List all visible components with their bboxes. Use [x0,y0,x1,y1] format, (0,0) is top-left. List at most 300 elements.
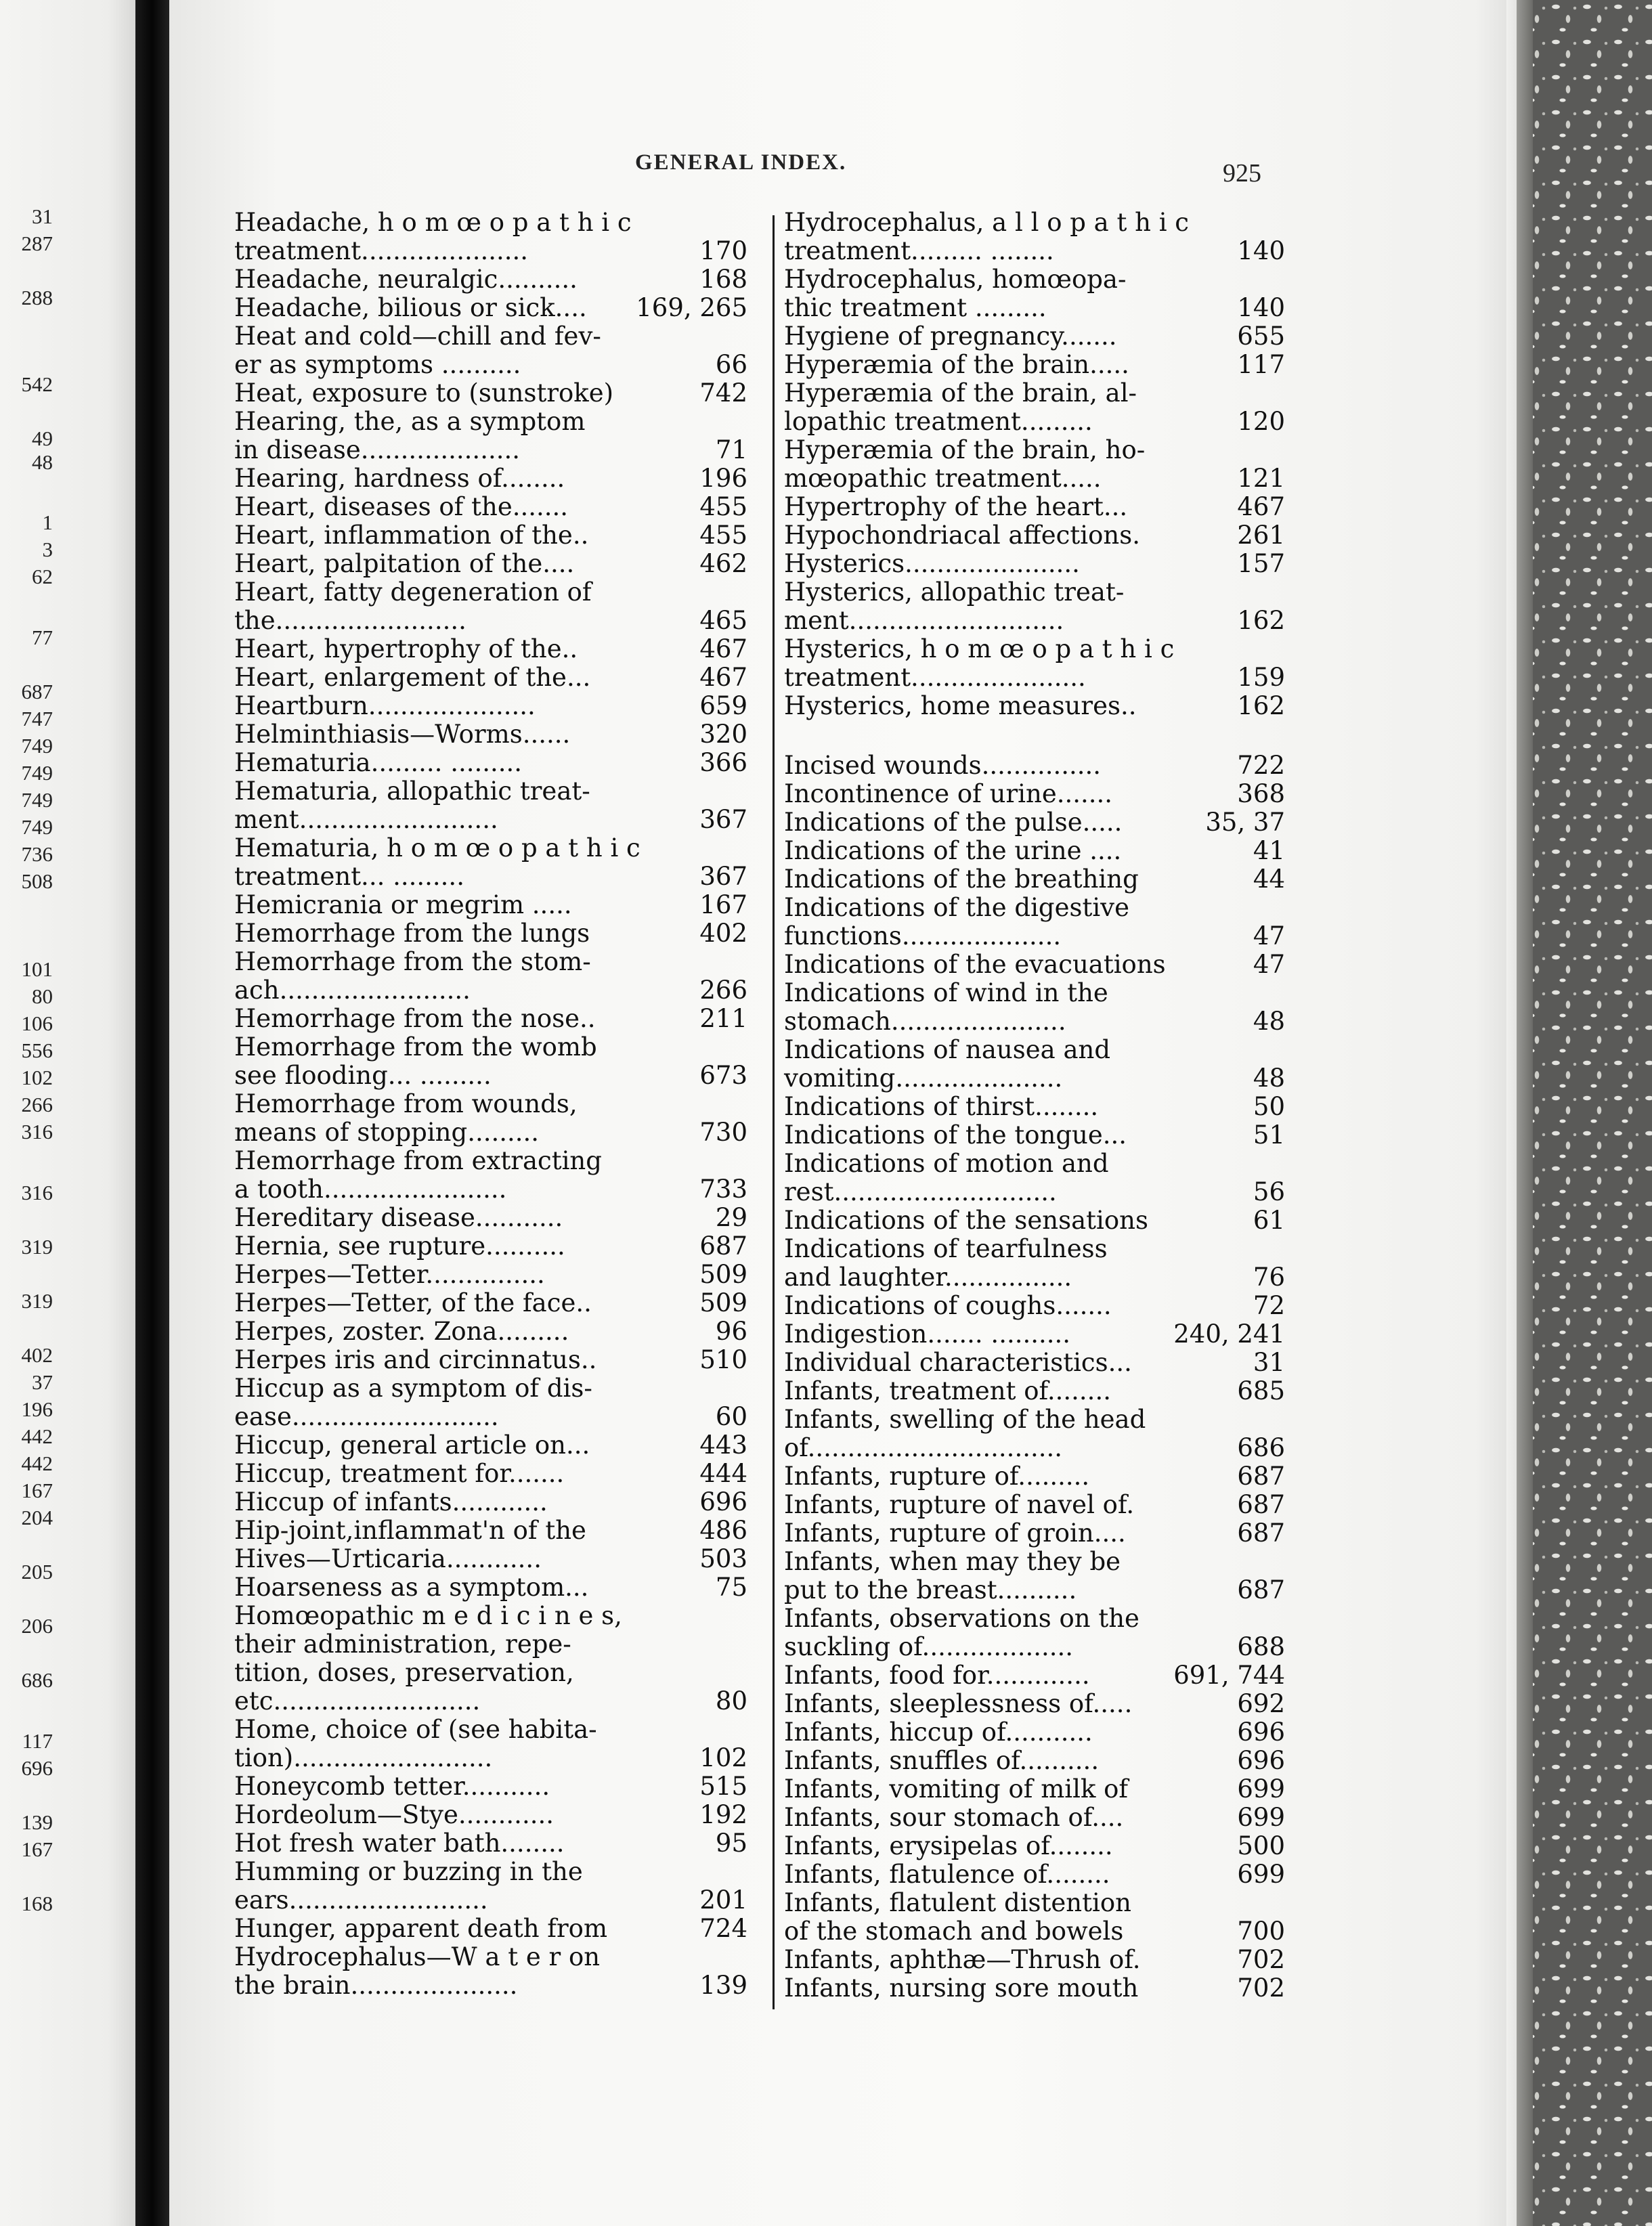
index-entry [784,322,1285,351]
index-entry-page: 72 [1253,1291,1285,1320]
index-entry-page: 167 [699,890,747,919]
index-entry-page: 699 [1237,1860,1285,1889]
index-entry-text: Headache, neuralgic.......... [234,265,578,294]
index-entry-page: 170 [699,236,747,265]
index-entry-text: see flooding... ......... [234,1061,492,1090]
index-entry-text: Infants, observations on the [784,1604,1139,1633]
index-entry-text: Herpes—Tetter............... [234,1260,545,1289]
previous-page-number: 542 [21,372,53,396]
previous-page-number: 49 [32,427,53,450]
index-entry [784,1064,1285,1093]
index-entry [784,1093,1285,1121]
index-entry-text: Hysterics, h o m œ o p a t h i c [784,634,1175,663]
index-entry-page: 462 [699,549,747,578]
index-entry-text: Heart, palpitation of the.... [234,549,575,578]
index-entry [784,780,1285,808]
index-entry [784,1605,1285,1633]
index-entry [784,493,1285,521]
index-entry-text: Incontinence of urine....... [784,779,1113,808]
index-entry-page: 169, 265 [636,293,747,322]
index-entry-page: 465 [699,606,747,635]
index-entry-page: 696 [1237,1718,1285,1747]
previous-page-number: 1 [42,510,53,534]
index-entry [234,265,747,294]
index-entry-page: 261 [1237,521,1285,550]
index-entry [234,720,747,749]
previous-page-number: 167 [21,1837,53,1861]
index-entry-text: Hiccup of infants............ [234,1487,548,1516]
index-entry [234,1005,747,1033]
index-entry-page: 685 [1237,1376,1285,1405]
index-entry [234,1573,747,1602]
index-entry [784,1007,1285,1036]
previous-page-number: 402 [21,1343,53,1367]
index-entry [234,1090,747,1118]
index-entry-page: 366 [699,748,747,777]
previous-page-number: 101 [21,957,53,981]
index-entry-text: Indications of motion and [784,1149,1109,1178]
index-entry [234,1943,747,1971]
index-entry-page: 503 [699,1544,747,1573]
index-entry [234,294,747,322]
index-entry [234,1374,747,1403]
index-entry-text: the........................ [234,606,466,635]
index-entry-text: of the stomach and bowels [784,1917,1124,1946]
index-entry [784,550,1285,578]
index-entry [784,578,1285,607]
index-entry-text: Home, choice of (see habita- [234,1715,597,1744]
index-entry [784,1804,1285,1832]
index-entry-text: Heart, inflammation of the.. [234,521,589,550]
right-index-column [784,209,1285,2003]
index-entry-text: Hemorrhage from the nose.. [234,1004,596,1033]
index-entry-page: 96 [715,1317,747,1346]
previous-page-number: 747 [21,707,53,730]
index-entry [784,1491,1285,1519]
index-entry-text: Hiccup as a symptom of dis- [234,1374,592,1403]
index-entry-text: functions.................... [784,921,1062,951]
index-entry-text: Hives—Urticaria............ [234,1544,542,1573]
index-entry-text: suckling of................... [784,1632,1074,1661]
index-entry [784,1377,1285,1405]
previous-page-number: 48 [32,450,53,474]
index-entry-page: 510 [699,1345,747,1374]
index-entry [784,1889,1285,1917]
index-entry-page: 687 [1237,1575,1285,1605]
index-entry-text: Infants, flatulent distention [784,1888,1131,1917]
index-entry-page: 659 [699,691,747,720]
index-entry [784,1775,1285,1804]
index-entry [784,237,1285,265]
index-entry-text: Hyperæmia of the brain, ho- [784,435,1146,464]
index-entry-text: ment......................... [234,805,498,834]
previous-page-number: 749 [21,761,53,785]
index-entry [784,379,1285,408]
index-entry [234,1346,747,1374]
index-entry-text: Infants, swelling of the head [784,1405,1146,1434]
index-entry-text: Hematuria, h o m œ o p a t h i c [234,833,640,863]
previous-page-number: 316 [21,1181,53,1204]
index-entry [784,294,1285,322]
index-entry-page: 266 [699,976,747,1005]
index-entry [234,1488,747,1516]
index-entry [784,1349,1285,1377]
index-entry [784,1434,1285,1462]
index-entry-text: Hypochondriacal affections. [784,521,1140,550]
index-entry-text: Infants, rupture of......... [784,1462,1090,1491]
index-entry-text: Heartburn..................... [234,691,536,720]
previous-page-number: 508 [21,869,53,893]
index-entry-text: ment........................... [784,606,1064,635]
index-entry-page: 192 [699,1800,747,1829]
index-entry-page: 692 [1237,1689,1285,1718]
previous-page-number: 319 [21,1235,53,1259]
left-index-column [234,209,747,2000]
index-entry [784,408,1285,436]
index-entry [784,1974,1285,2003]
index-entry [784,436,1285,464]
index-entry [234,891,747,919]
index-entry [234,1118,747,1147]
index-entry-text: of................................ [784,1433,1063,1462]
index-entry-page: 730 [699,1118,747,1147]
index-entry [234,550,747,578]
index-entry-page: 44 [1253,865,1285,894]
index-entry-page: 687 [699,1231,747,1261]
index-entry-text: tion)......................... [234,1743,493,1772]
index-entry [784,894,1285,922]
index-entry-text: treatment......... ........ [784,236,1054,265]
previous-page-number: 167 [21,1479,53,1502]
previous-page-number: 206 [21,1614,53,1638]
index-entry [234,1801,747,1829]
index-entry [234,1858,747,1886]
index-entry [784,1860,1285,1889]
index-entry [234,948,747,976]
index-entry [234,1829,747,1858]
index-entry-text: Hereditary disease........... [234,1203,563,1232]
index-entry-page: 699 [1237,1774,1285,1804]
index-entry-text: Hypertrophy of the heart... [784,492,1128,521]
index-entry [234,1516,747,1545]
index-entry-page: 467 [1237,492,1285,521]
index-entry [234,834,747,863]
index-entry-text: mœopathic treatment..... [784,464,1102,493]
index-entry-text: Infants, flatulence of........ [784,1860,1110,1889]
previous-page-number: 687 [21,680,53,703]
previous-page-number: 31 [32,204,53,228]
index-entry-text: Individual characteristics... [784,1348,1132,1377]
index-entry [234,1403,747,1431]
index-entry-text: Hydrocephalus—W a t e r on [234,1942,601,1971]
index-entry-text: er as symptoms .......... [234,350,521,379]
index-entry-page: 60 [715,1402,747,1431]
index-entry-text: Herpes—Tetter, of the face.. [234,1288,592,1317]
index-entry-text: Hysterics, home measures.. [784,691,1137,720]
index-entry-page: 162 [1237,606,1285,635]
index-entry [234,1204,747,1232]
marbled-book-cover [1517,0,1652,2226]
index-entry-text: put to the breast.......... [784,1575,1077,1605]
page-title: GENERAL INDEX. [635,150,847,175]
index-entry-page: 733 [699,1175,747,1204]
index-entry [234,209,747,237]
index-entry-text: Herpes iris and circinnatus.. [234,1345,597,1374]
index-entry-page: 162 [1237,691,1285,720]
index-entry-text: Hot fresh water bath........ [234,1829,565,1858]
index-entry-text: Heart, fatty degeneration of [234,577,592,607]
index-entry-text: Heart, hypertrophy of the.. [234,634,578,663]
index-entry-page: 691, 744 [1173,1661,1285,1690]
previous-page-edge [0,0,135,2226]
index-entry-text: Honeycomb tetter........... [234,1772,550,1801]
previous-page-number: 736 [21,842,53,866]
index-entry-text: their administration, repe- [234,1630,571,1659]
index-entry-text: Indications of the tongue... [784,1120,1127,1150]
index-entry [784,1747,1285,1775]
index-entry-text: treatment...................... [784,663,1086,692]
index-entry-text: Indications of the evacuations [784,950,1166,979]
index-entry-text: Infants, treatment of........ [784,1376,1111,1405]
index-entry-text: Hysterics...................... [784,549,1080,578]
index-entry-text: a tooth....................... [234,1175,507,1204]
previous-page-number: 37 [32,1370,53,1394]
index-entry-page: 121 [1237,464,1285,493]
index-entry-text: in disease.................... [234,435,520,464]
index-entry [784,922,1285,951]
index-entry-page: 688 [1237,1632,1285,1661]
index-entry-text: tition, doses, preservation, [234,1658,574,1687]
index-entry-text: Infants, when may they be [784,1547,1121,1576]
index-entry-page: 201 [699,1885,747,1915]
index-entry [234,1175,747,1204]
index-entry [784,1690,1285,1718]
index-entry [234,1261,747,1289]
index-entry [234,1431,747,1460]
previous-page-number: 139 [21,1810,53,1834]
previous-page-number: 319 [21,1289,53,1313]
index-entry [234,806,747,834]
previous-page-number: 102 [21,1066,53,1089]
index-entry [234,1915,747,1943]
index-entry [234,1886,747,1915]
index-entry-text: Hemicrania or megrim ..... [234,890,572,919]
index-entry [234,1033,747,1062]
index-entry-text: Infants, sour stomach of.... [784,1803,1124,1832]
index-entry-text: Hearing, the, as a symptom [234,407,586,436]
index-entry [234,493,747,521]
index-entry-page: 443 [699,1431,747,1460]
index-entry-text: Hyperæmia of the brain, al- [784,378,1137,408]
index-entry-text: Infants, vomiting of milk of [784,1774,1129,1804]
index-entry-page: 75 [715,1573,747,1602]
index-entry-page: 71 [715,435,747,464]
index-entry [784,1462,1285,1491]
previous-page-number: 205 [21,1560,53,1584]
index-entry-page: 117 [1237,350,1285,379]
index-entry-text: Indigestion....... .......... [784,1319,1071,1349]
index-entry-page: 467 [699,663,747,692]
index-entry-text: thic treatment ......... [784,293,1047,322]
index-entry [784,1121,1285,1150]
index-entry-page: 687 [1237,1490,1285,1519]
index-entry-text: ease.......................... [234,1402,499,1431]
index-entry-text: Hydrocephalus, a l l o p a t h i c [784,208,1190,237]
index-entry-page: 320 [699,720,747,749]
index-entry-text: Hunger, apparent death from [234,1914,608,1943]
index-entry-text: Infants, rupture of navel of. [784,1490,1135,1519]
index-entry-text: treatment..................... [234,236,529,265]
index-entry [234,1317,747,1346]
index-entry-page: 655 [1237,322,1285,351]
previous-page-number: 556 [21,1039,53,1062]
index-entry [234,919,747,948]
index-entry [234,635,747,663]
index-entry-text: Hygiene of pregnancy....... [784,322,1117,351]
index-entry-text: Homœopathic m e d i c i n e s, [234,1601,622,1630]
index-entry-text: Indications of the sensations [784,1206,1148,1235]
index-entry-text: Hearing, hardness of........ [234,464,565,493]
previous-page-number: 168 [21,1892,53,1915]
index-entry [234,1687,747,1716]
index-entry-page: 102 [699,1743,747,1772]
index-entry-page: 700 [1237,1917,1285,1946]
index-entry-page: 509 [699,1260,747,1289]
page-number: 925 [1223,159,1261,188]
index-entry [234,1971,747,2000]
index-entry-page: 51 [1253,1120,1285,1150]
index-spacer [784,720,1285,751]
index-entry-page: 159 [1237,663,1285,692]
index-entry-page: 168 [699,265,747,294]
previous-page-number: 196 [21,1397,53,1421]
index-entry-text: Indications of thirst........ [784,1092,1099,1121]
index-entry-text: Hematuria, allopathic treat- [234,777,590,806]
index-entry-page: 699 [1237,1803,1285,1832]
index-entry-text: Helminthiasis—Worms...... [234,720,571,749]
index-entry [784,521,1285,550]
previous-page-number: 686 [21,1668,53,1692]
index-entry [234,1659,747,1687]
previous-page-number: 287 [21,232,53,255]
index-entry-page: 509 [699,1288,747,1317]
index-entry [784,865,1285,894]
previous-page-number: 117 [22,1729,53,1753]
index-entry [234,1545,747,1573]
index-entry-page: 702 [1237,1973,1285,2003]
index-entry [234,1772,747,1801]
index-entry [784,1235,1285,1263]
index-entry-page: 367 [699,862,747,891]
index-entry [784,751,1285,780]
index-entry-text: Headache, h o m œ o p a t h i c [234,208,632,237]
index-entry-text: the brain..................... [234,1971,518,2000]
index-entry-text: treatment... ......... [234,862,464,891]
index-entry-page: 139 [699,1971,747,2000]
index-entry-text: lopathic treatment......... [784,407,1093,436]
index-entry-text: Infants, food for............. [784,1661,1090,1690]
index-entry-text: Humming or buzzing in the [234,1857,583,1886]
index-entry-text: ears......................... [234,1885,488,1915]
index-entry [784,1519,1285,1548]
index-entry [234,237,747,265]
index-entry-page: 80 [715,1686,747,1716]
index-entry-text: Hemorrhage from the lungs [234,919,590,948]
index-entry [784,1036,1285,1064]
index-entry-page: 35, 37 [1205,808,1285,837]
index-entry-page: 368 [1237,779,1285,808]
index-entry [784,663,1285,692]
index-entry-text: Indications of the pulse..... [784,808,1123,837]
index-entry-page: 61 [1253,1206,1285,1235]
index-entry-text: Indications of the digestive [784,893,1129,922]
index-entry-text: Headache, bilious or sick.... [234,293,587,322]
previous-page-number: 316 [21,1120,53,1143]
running-head [0,150,1652,188]
index-entry [234,1460,747,1488]
previous-page-number: 77 [32,626,53,649]
index-entry-page: 240, 241 [1173,1319,1285,1349]
index-entry [234,692,747,720]
index-entry-text: Herpes, zoster. Zona......... [234,1317,569,1346]
index-entry [234,1716,747,1744]
index-entry-page: 455 [699,521,747,550]
index-entry [234,749,747,777]
column-divider [773,215,775,2009]
index-entry-page: 120 [1237,407,1285,436]
index-entry [784,1946,1285,1974]
index-entry-text: Infants, nursing sore mouth [784,1973,1139,2003]
index-entry-page: 455 [699,492,747,521]
index-entry [234,607,747,635]
index-entry-page: 66 [715,350,747,379]
index-entry [784,1917,1285,1946]
index-entry-text: Hysterics, allopathic treat- [784,577,1125,607]
index-entry-page: 31 [1253,1348,1285,1377]
index-entry [784,1633,1285,1661]
index-entry-page: 48 [1253,1064,1285,1093]
index-entry [234,1232,747,1261]
index-entry [234,379,747,408]
index-entry-text: Hip-joint,inflammat'n of the [234,1516,586,1545]
index-entry-text: stomach...................... [784,1007,1066,1036]
index-entry [784,1718,1285,1747]
index-entry-text: Hydrocephalus, homœopa- [784,265,1127,294]
index-entry-page: 486 [699,1516,747,1545]
index-entry [784,979,1285,1007]
index-entry-text: vomiting..................... [784,1064,1063,1093]
index-entry-text: Hiccup, general article on... [234,1431,590,1460]
index-entry-page: 48 [1253,1007,1285,1036]
previous-page-number: 696 [21,1756,53,1780]
index-entry-page: 196 [699,464,747,493]
index-entry [784,951,1285,979]
index-entry [234,863,747,891]
index-entry-page: 47 [1253,950,1285,979]
index-entry [784,1150,1285,1178]
index-entry-page: 696 [1237,1746,1285,1775]
index-entry-page: 140 [1237,293,1285,322]
index-entry-page: 687 [1237,1519,1285,1548]
index-entry [234,663,747,692]
index-entry-text: Infants, sleeplessness of..... [784,1689,1133,1718]
index-entry-page: 76 [1253,1263,1285,1292]
index-entry-text: rest............................ [784,1177,1057,1206]
index-entry-page: 515 [699,1772,747,1801]
index-entry-page: 722 [1237,751,1285,780]
index-entry-page: 95 [715,1829,747,1858]
previous-page-number: 106 [21,1011,53,1035]
